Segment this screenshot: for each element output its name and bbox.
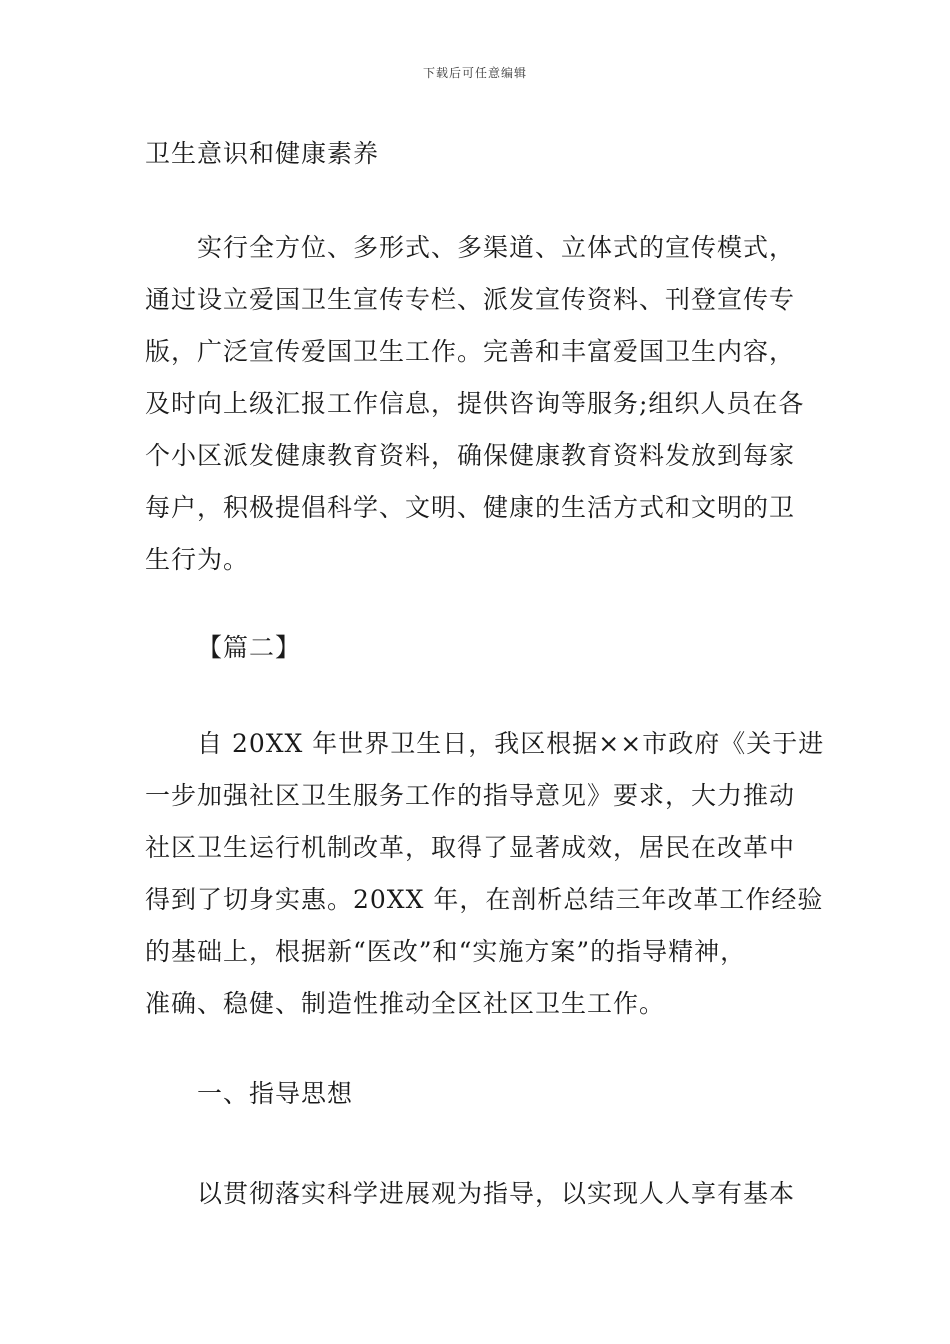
paragraph-line: 自 20XX 年世界卫生日，我区根据××市政府《关于进 [197,729,825,758]
paragraph-line: 生行为。 [145,545,250,574]
header-note: 下载后可任意编辑 [422,66,527,80]
paragraph-line: 版，广泛宣传爱国卫生工作。完善和丰富爱国卫生内容， [145,337,796,366]
paragraph-line: 每户，积极提倡科学、文明、健康的生活方式和文明的卫 [145,493,796,522]
paragraph-3 [145,1168,810,1220]
paragraph-2 [145,718,825,1030]
paragraph-1 [145,222,810,586]
paragraph-line: 及时向上级汇报工作信息，提供咨询等服务;组织人员在各 [145,389,805,418]
title-line [145,128,810,180]
section-heading [145,1068,810,1120]
paragraph-line: 通过设立爱国卫生宣传专栏、派发宣传资料、刊登宣传专 [145,285,796,314]
section-tag-text: 【篇二】 [197,633,302,662]
section-heading-text: 一、指导思想 [197,1079,354,1108]
paragraph-line: 社区卫生运行机制改革，取得了显著成效，居民在改革中 [145,833,796,862]
section-tag [145,622,810,674]
paragraph-line: 准确、稳健、制造性推动全区社区卫生工作。 [145,989,666,1018]
paragraph-line: 以贯彻落实科学进展观为指导，以实现人人享有基本 [197,1179,796,1208]
title-line-text: 卫生意识和健康素养 [145,139,380,168]
paragraph-line: 实行全方位、多形式、多渠道、立体式的宣传模式， [197,233,796,262]
paragraph-line: 的基础上，根据新“医改”和“实施方案”的指导精神， [145,937,747,966]
paragraph-line: 个小区派发健康教育资料，确保健康教育资料发放到每家 [145,441,796,470]
paragraph-line: 一步加强社区卫生服务工作的指导意见》要求，大力推动 [145,781,796,810]
paragraph-line: 得到了切身实惠。20XX 年，在剖析总结三年改革工作经验 [145,885,824,914]
